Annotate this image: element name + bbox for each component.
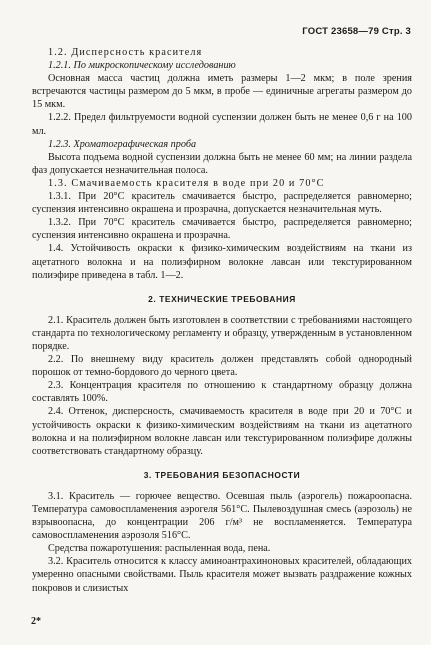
- paragraph: 1.3.2. При 70°С краситель смачивается быстро, распределяется равномерно; суспензия интенсивно окрашена и прозрачна.: [32, 217, 412, 242]
- page-signature-mark: 2*: [31, 616, 41, 627]
- paragraph: 2.3. Концентрация красителя по отношению к стандартному образцу должна составлять 100%.: [32, 380, 412, 405]
- paragraph: 2.2. По внешнему виду краситель должен представлять собой однородный порошок от темно-бордового до черного цвета.: [32, 354, 412, 379]
- paragraph: 2.4. Оттенок, дисперсность, смачиваемость красителя в воде при 20 и 70°С и устойчивость окраски к физико-химическим воздействиям на ткани из ацетатного волокна и на полиэфирном волокне лавсан или текстурированном полиэфире должны соответствовать стандартному образцу.: [32, 406, 412, 457]
- document-body: [32, 46, 412, 595]
- section-heading: 3. ТРЕБОВАНИЯ БЕЗОПАСНОСТИ: [143, 469, 301, 480]
- paragraph: 3.2. Краситель относится к классу аминоантрахиноновых красителей, обладающих умеренно опасными свойствами. Пыль красителя может вызвать раздражение кожных покровов и слизистых: [32, 556, 412, 594]
- paragraph: Высота подъема водной суспензии должна быть не менее 60 мм; на линии раздела фаз допускается незначительная полоса.: [32, 151, 412, 176]
- paragraph: 2.1. Краситель должен быть изготовлен в соответствии с требованиями настоящего стандарта по технологическому регламенту и образцу, утвержденным в установленном порядке.: [32, 314, 412, 352]
- section-title: 1.3. Смачиваемость красителя в воде при 20 и 70°С: [48, 177, 325, 189]
- paragraph: 1.3.1. При 20°С краситель смачивается быстро, распределяется равномерно; суспензия интенсивно окрашена и прозрачна, допускается незначительная муть.: [32, 191, 412, 216]
- paragraph: 1.2.2. Предел фильтруемости водной суспензии должен быть не менее 0,6 г на 100 мл.: [32, 112, 412, 137]
- subsection-title: 1.2.3. Хроматографическая проба: [48, 138, 197, 150]
- paragraph: 3.1. Краситель — горючее вещество. Осевшая пыль (аэрогель) пожароопасна. Температура самовоспламенения аэрогеля 561°С. Пылевоздушная смесь (аэрозоль) не взрывоопасна, до концентрации 206 г/м³ не воспламеняется. Температура самовоспламенения аэрозоля 516°С.: [32, 490, 412, 542]
- paragraph: Основная масса частиц должна иметь размеры 1—2 мкм; в поле зрения встречаются частицы размером до 5 мкм, в пробе — единичные агрегаты размером до 15 мкм.: [32, 73, 412, 111]
- page-header: ГОСТ 23658—79 Стр. 3: [302, 26, 411, 37]
- section-title: 1.2. Дисперсность красителя: [48, 47, 203, 58]
- paragraph: 1.4. Устойчивость окраски к физико-химическим воздействиям на ткани из ацетатного волокна и на полиэфирном волокне лавсан или текстурированном полиэфире приведена в табл. 1—2.: [32, 243, 412, 281]
- section-heading: 2. ТЕХНИЧЕСКИЕ ТРЕБОВАНИЯ: [148, 293, 296, 304]
- subsection-title: 1.2.1. По микроскопическому исследованию: [48, 60, 236, 72]
- paragraph: Средства пожаротушения: распыленная вода, пена.: [48, 543, 271, 555]
